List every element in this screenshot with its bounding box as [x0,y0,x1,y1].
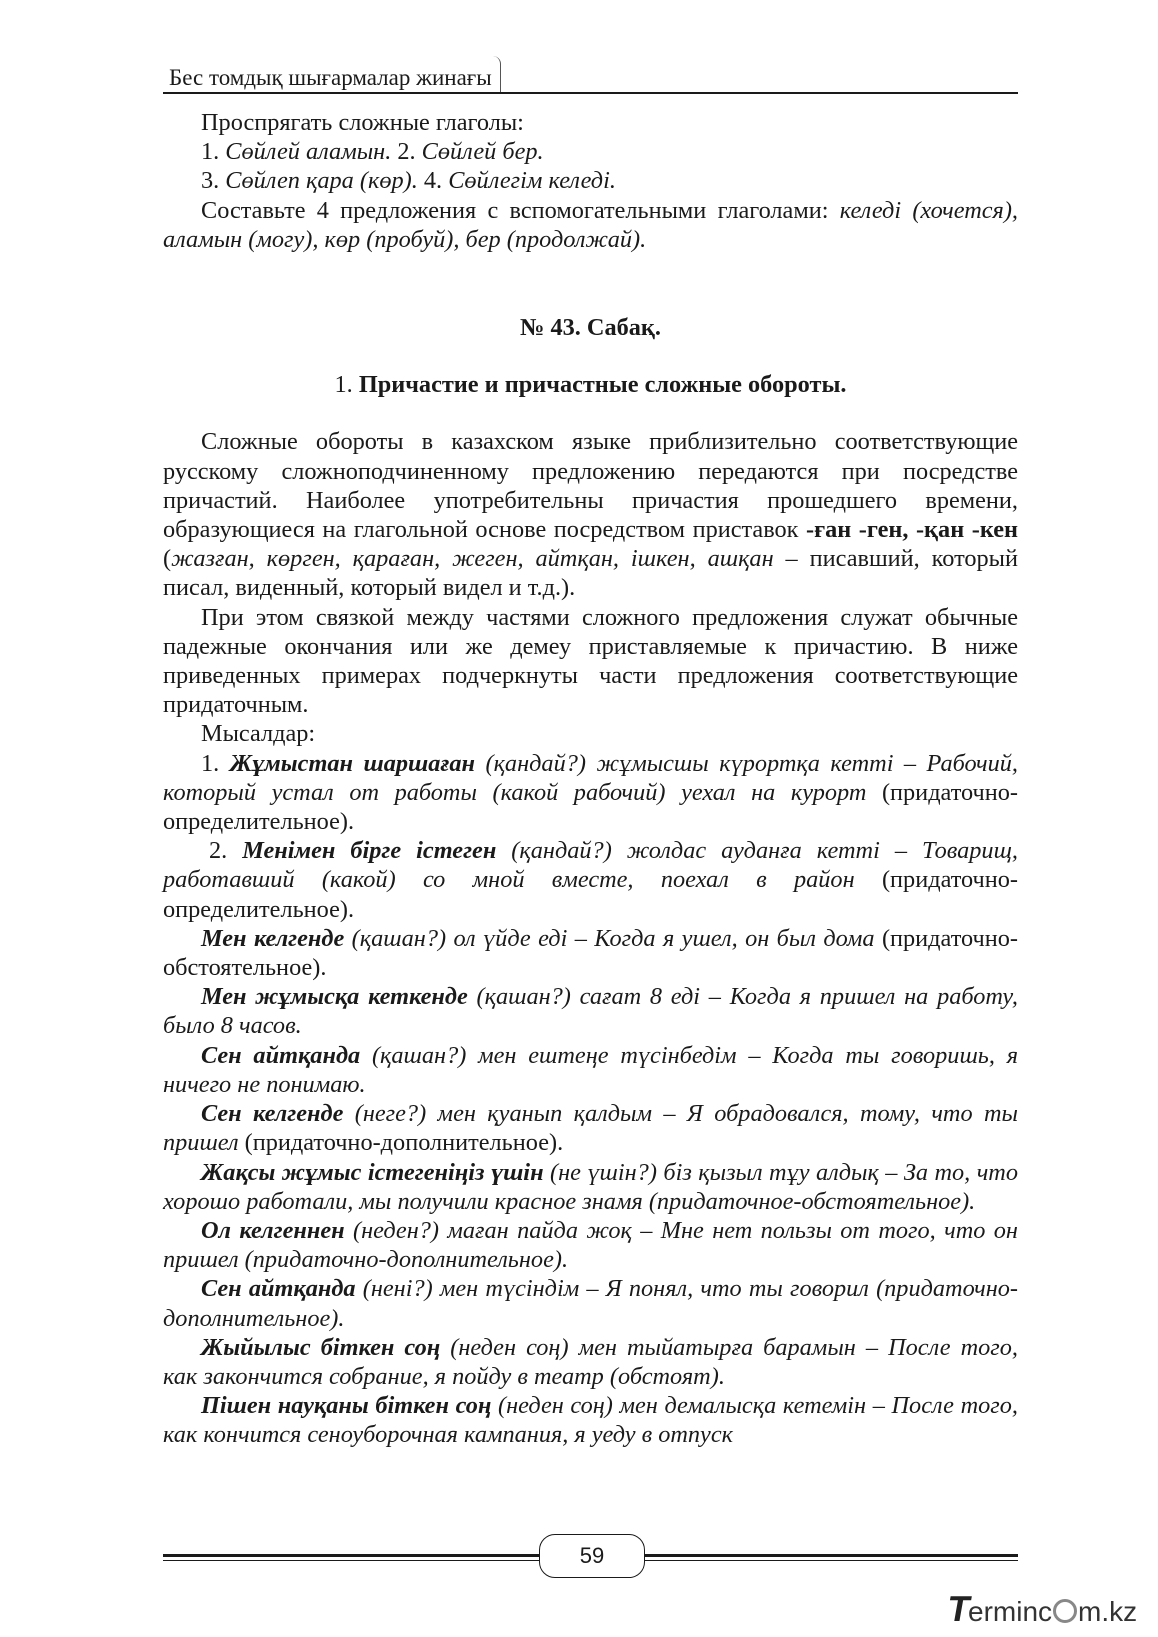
running-header [163,56,1018,94]
example-item: Сен айтқанда (қашан?) мен ештеңе түсінбедім – Когда ты говоришь, я ничего не понимаю. [163,1041,1018,1098]
footer-rule-left [163,1554,543,1557]
example-item: Жақсы жұмыс істегеніңіз үшін (не үшін?) біз қызыл тұу алдық – За то, что хорошо работали, мы получили красное знамя (придаточное-обстоятельное). [163,1158,1018,1215]
example-item: Сен келгенде (неге?) мен қуанып қалдым – Я обрадовался, тому, что ты пришел (придаточно-дополнительное). [163,1100,1018,1157]
intro-line-1: Проспрягать сложные глаголы: [201,109,524,136]
header-title: Бес томдық шығармалар жинағы [163,56,501,92]
example-item: Сен айтқанда (нені?) мен түсіндім – Я понял, что ты говорил (придаточно-дополнительное). [163,1275,1018,1332]
footer-rule-right [639,1554,1018,1557]
page-number: 59 [539,1534,645,1578]
intro-exercise: Составьте 4 предложения с вспомогательными глаголами: келеді (хочется), аламын (могу), көр (пробуй), бер (продолжай). [163,196,1018,253]
footer-rule-left-thin [163,1560,543,1561]
example-item: Жыйылыс біткен соң (неден соң) мен тыйатырға барамын – После того, как закончится собрание, я пойду в театр (обстоят). [163,1333,1019,1390]
examples-label: Мысалдар: [201,720,316,748]
example-item: Пішен науқаны біткен соң (неден соң) мен демалысқа кетемін – После того, как кончится сеноуборочная кампания, я уеду в отпуск [163,1392,1018,1449]
paragraph-2: При этом связкой между частями сложного предложения служат обычные падежные окончания или же демеу приставляемые к причастию. В ниже приведенных примерах подчеркнуты части предложения соответствующие придаточным. [163,603,1018,719]
example-item: Мен келгенде (қашан?) ол үйде еді – Когда я ушел, он был дома (придаточно-обстоятельное). [163,924,1018,982]
intro-line-2: 1. Сөйлей аламын. 2. Сөйлей бер. [201,138,544,166]
header-rule [163,92,1018,94]
example-item: 1. Жұмыстан шаршаған (қандай?) жұмысшы күрортқа кетті – Рабочий, который устал от работы (какой рабочий) уехал на курорт (придаточно-определительное). [163,749,1018,836]
section-title: 1. Причастие и причастные сложные обороты. [334,371,847,399]
page-content [163,108,1018,1450]
example-item: Ол келгеннен (неден?) маған пайда жоқ – Мне нет пользы от того, что он пришел (придаточно-дополнительное). [163,1216,1018,1274]
footer-rule-right-thin [639,1560,1018,1561]
watermark-logo: Terminc m.kz [944,1588,1138,1629]
lesson-title: № 43. Сабақ. [519,314,661,342]
example-item: Мен жұмысқа кеткенде (қашан?) сағат 8 еді – Когда я пришел на работу, было 8 часов. [163,983,1019,1040]
intro-line-3: 3. Сөйлеп қара (көр). 4. Сөйлегім келеді. [201,167,616,195]
page-footer [163,1532,1018,1582]
ring-icon [1053,1599,1077,1623]
paragraph-1: Сложные обороты в казахском языке приблизительно соответствующие русскому сложноподчиненному предложению передаются при посредстве причастий. Наиболее употребительны причастия прошедшего времени, образующиеся на глагольной основе посредством приставок -ған -ген, -қан -кен (жазған, көрген, қараған, жеген, айтқан, ішкен, ашқан – писавший, который писал, виденный, который видел и т.д.). [163,428,1018,602]
example-item: 2. Менімен бірге істеген (қандай?) жолдас ауданға кетті – Товарищ, работавший (какой) со мной вместе, поехал в район (придаточно-определительное). [163,837,1018,923]
